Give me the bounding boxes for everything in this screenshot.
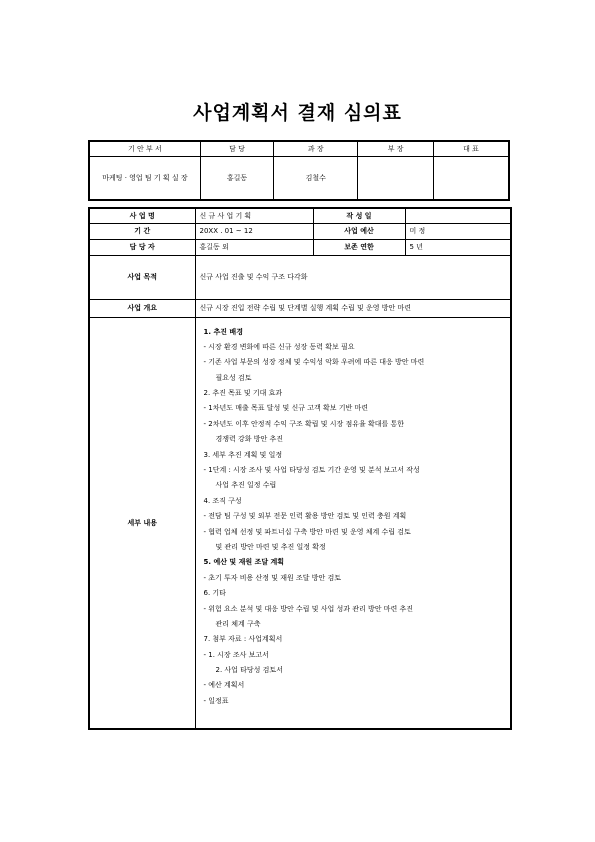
label-budget: 사업 예산: [313, 223, 405, 239]
content-line: 사업 추진 일정 수립: [215, 481, 277, 490]
content-line: - 1단계 : 시장 조사 및 사업 타당성 검토 기간 운영 및 분석 보고서 작성: [203, 466, 420, 475]
content-line: 7. 첨부 자료 : 사업계획서: [203, 635, 283, 644]
content-line: 관리 체계 구축: [215, 619, 261, 628]
approval-sign-row: [89, 156, 509, 200]
content-line: - 2차년도 이후 안정적 수익 구조 확립 및 시장 점유율 확대를 통한: [203, 419, 405, 428]
content-line: - 초기 투자 비용 산정 및 재원 조달 방안 검토: [203, 573, 342, 582]
content-line: - 일정표: [203, 696, 229, 705]
value-retention: 5 년: [405, 239, 511, 255]
label-retention: 보존 연한: [313, 239, 405, 255]
approval-table: [88, 140, 510, 201]
approval-header-row: [89, 141, 509, 156]
label-summary: 사업 개요: [89, 299, 195, 317]
content-line: - 협력 업체 선정 및 파트너십 구축 방안 마련 및 운영 체계 수립 검토: [203, 527, 411, 536]
content-line: - 시장 환경 변화에 따른 신규 성장 동력 확보 필요: [203, 342, 355, 351]
value-date: [405, 208, 511, 223]
value-period: 20XX . 01 ~ 12: [195, 223, 313, 239]
label-content: 세부 내용: [89, 317, 195, 729]
label-date: 작 성 일: [313, 208, 405, 223]
content-line: - 전담 팀 구성 및 외부 전문 인력 활용 방안 검토 및 인력 충원 계획: [203, 512, 407, 521]
content-line: 및 관리 방안 마련 및 추진 일정 확정: [215, 542, 326, 551]
content-line: 2. 사업 타당성 검토서: [215, 666, 283, 675]
approval-dept-value: 마케팅 · 영업 팀 기 획 실 장: [89, 156, 200, 200]
approval-staff-sign: 홍길동: [200, 156, 274, 200]
value-purpose: 신규 사업 진출 및 수익 구조 다각화: [195, 255, 511, 299]
content-body: [195, 317, 511, 729]
summary-row: [89, 299, 511, 317]
value-project-name: 신 규 사 업 기 획: [195, 208, 313, 223]
purpose-row: [89, 255, 511, 299]
content-line: 1. 추진 배경: [203, 327, 243, 336]
content-row: [89, 317, 511, 729]
info-row-1: [89, 208, 511, 223]
label-manager: 담 당 자: [89, 239, 195, 255]
content-line: - 1. 시장 조사 보고서: [203, 650, 269, 659]
content-line: - 기존 사업 부문의 성장 정체 및 수익성 악화 우려에 따른 대응 방안 마련: [203, 358, 425, 367]
content-line: 5. 예산 및 재원 조달 계획: [203, 558, 285, 567]
content-line: - 위험 요소 분석 및 대응 방안 수립 및 사업 성과 관리 방안 마련 추진: [203, 604, 413, 613]
content-line: 3. 세부 추진 계획 및 일정: [203, 450, 283, 459]
approval-manager-sign: 김철수: [274, 156, 358, 200]
approval-header-staff: 담 당: [200, 141, 274, 156]
value-manager: 홍길동 외: [195, 239, 313, 255]
info-row-3: [89, 239, 511, 255]
approval-ceo-sign: [433, 156, 509, 200]
value-summary: 신규 시장 진입 전략 수립 및 단계별 실행 계획 수립 및 운영 방안 마련: [195, 299, 511, 317]
label-purpose: 사업 목적: [89, 255, 195, 299]
info-table: [88, 207, 512, 730]
label-period: 기 간: [89, 223, 195, 239]
document-title: 사업계획서 결재 심의표: [193, 102, 402, 124]
content-line: 필요성 검토: [215, 373, 252, 382]
approval-header-dept: 기 안 부 서: [89, 141, 200, 156]
content-line: - 예산 계획서: [203, 681, 245, 690]
content-line: 2. 추진 목표 및 기대 효과: [203, 389, 283, 398]
value-budget: 미 정: [405, 223, 511, 239]
approval-header-director: 부 장: [358, 141, 434, 156]
approval-header-ceo: 대 표: [433, 141, 509, 156]
approval-header-manager: 과 장: [274, 141, 358, 156]
content-line: 4. 조직 구성: [203, 496, 242, 505]
content-line: 6. 기타: [203, 589, 226, 598]
content-line: 경쟁력 강화 방안 추진: [215, 435, 284, 444]
content-line: - 1차년도 매출 목표 달성 및 신규 고객 확보 기반 마련: [203, 404, 368, 413]
approval-director-sign: [358, 156, 434, 200]
info-row-2: [89, 223, 511, 239]
label-project-name: 사 업 명: [89, 208, 195, 223]
